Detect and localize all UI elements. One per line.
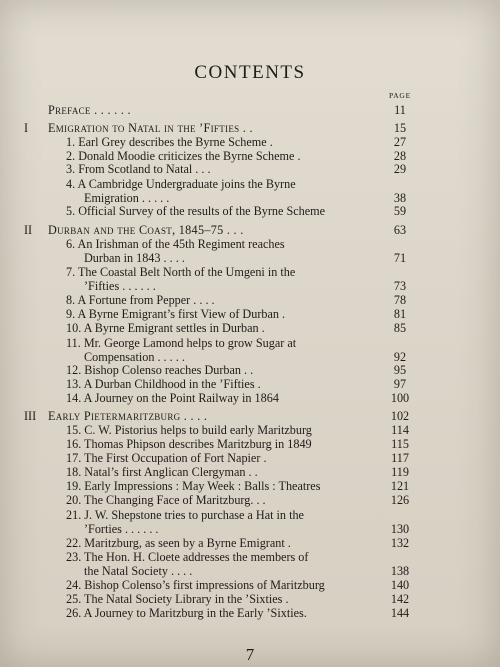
toc-page-number: 78: [393, 293, 407, 307]
toc-page-number: 130: [390, 522, 410, 536]
toc-entry-title: Emigration . . . . .: [84, 191, 170, 205]
page-title: CONTENTS: [194, 62, 306, 83]
toc-entry-title: Durban in 1843 . . . .: [84, 251, 185, 265]
toc-page-number: 59: [393, 204, 407, 218]
toc-entry-title: 23. The Hon. H. Cloete addresses the members of: [66, 550, 309, 564]
toc-page-number: 114: [391, 423, 409, 437]
toc-entry-title: 21. J. W. Shepstone tries to purchase a Hat in the: [66, 508, 304, 522]
toc-entry-title: 26. A Journey to Maritzburg in the Early ’Sixties.: [66, 606, 307, 620]
toc-page-number: 28: [393, 149, 407, 163]
toc-entry-title: 19. Early Impressions : May Week : Balls : Theatres: [66, 479, 321, 493]
toc-page-number: 138: [390, 564, 410, 578]
toc-entry-title: 25. The Natal Society Library in the ’Sixties .: [66, 592, 289, 606]
toc-entry-title: 7. The Coastal Belt North of the Umgeni in the: [66, 265, 296, 279]
toc-page-number: 97: [393, 377, 407, 391]
toc-page-number: 81: [393, 307, 407, 321]
toc-page-number: 142: [390, 592, 410, 606]
toc-page-number: 117: [391, 451, 409, 465]
toc-entry-title: 12. Bishop Colenso reaches Durban . .: [66, 363, 254, 377]
toc-entry-title: 1. Earl Grey describes the Byrne Scheme .: [66, 135, 273, 149]
toc-entry-title: 15. C. W. Pistorius helps to build early Maritzburg: [66, 423, 312, 437]
toc-page-number: 121: [390, 479, 410, 493]
toc-entry-title: ’Fifties . . . . . .: [84, 279, 156, 293]
toc-entry-title: 24. Bishop Colenso’s first impressions of Maritzburg: [66, 578, 325, 592]
toc-entry-title: 16. Thomas Phipson describes Maritzburg in 1849: [66, 437, 312, 451]
toc-page-number: 100: [390, 391, 410, 405]
toc-page-number: 63: [393, 223, 407, 237]
toc-page-number: 71: [393, 251, 407, 265]
toc-entry-title: 22. Maritzburg, as seen by a Byrne Emigrant .: [66, 536, 291, 550]
toc-preface-title: Preface . . . . . .: [48, 103, 131, 117]
toc-page-number: 102: [390, 409, 410, 423]
toc-part-number: II: [24, 223, 33, 237]
toc-entry-title: 18. Natal’s first Anglican Clergyman . .: [66, 465, 258, 479]
toc-entry-title: 14. A Journey on the Point Railway in 1864: [66, 391, 279, 405]
toc-entry-title: 13. A Durban Childhood in the ’Fifties .: [66, 377, 261, 391]
toc-entry-title: 9. A Byrne Emigrant’s first View of Durban .: [66, 307, 286, 321]
toc-entry-title: 5. Official Survey of the results of the Byrne Scheme: [66, 204, 326, 218]
toc-part-title: Emigration to Natal in the ’Fifties . .: [48, 121, 253, 135]
toc-entry-title: 4. A Cambridge Undergraduate joins the Byrne: [66, 177, 296, 191]
toc-entry-title: 6. An Irishman of the 45th Regiment reaches: [66, 237, 285, 251]
toc-entry-title: 17. The First Occupation of Fort Napier .: [66, 451, 267, 465]
toc-page-number: 85: [393, 321, 407, 335]
toc-page-number: 126: [390, 493, 410, 507]
toc-page-number: 119: [391, 465, 409, 479]
toc-entry-title: 10. A Byrne Emigrant settles in Durban .: [66, 321, 265, 335]
toc-page-number: 95: [393, 363, 407, 377]
toc-part-number: III: [24, 409, 37, 423]
toc-page-number: 132: [390, 536, 410, 550]
toc-entry-title: 11. Mr. George Lamond helps to grow Sugar at: [66, 336, 297, 350]
toc-page-number: 144: [390, 606, 410, 620]
page-column-heading: PAGE: [388, 91, 412, 100]
toc-page-number: 140: [390, 578, 410, 592]
toc-page-number: 15: [393, 121, 407, 135]
toc-part-title: Early Pietermaritzburg . . . .: [48, 409, 208, 423]
toc-entry-title: Compensation . . . . .: [84, 350, 185, 364]
toc-entry-title: ’Forties . . . . . .: [84, 522, 159, 536]
toc-entry-title: 8. A Fortune from Pepper . . . .: [66, 293, 215, 307]
toc-page-number: 92: [393, 350, 407, 364]
page-number: 7: [245, 645, 255, 664]
toc-part-title: Durban and the Coast, 1845–75 . . .: [48, 223, 244, 237]
toc-entry-title: 3. From Scotland to Natal . . .: [66, 162, 211, 176]
toc-page-number: 27: [393, 135, 407, 149]
toc-page-number: 29: [393, 162, 407, 176]
toc-page-number: 73: [393, 279, 407, 293]
toc-entry-title: 2. Donald Moodie criticizes the Byrne Scheme .: [66, 149, 301, 163]
toc-page-number: 11: [394, 103, 406, 117]
toc-part-number: I: [24, 121, 29, 135]
toc-entry-title: the Natal Society . . . .: [84, 564, 193, 578]
toc-page-number: 38: [393, 191, 407, 205]
toc-entry-title: 20. The Changing Face of Maritzburg. . .: [66, 493, 266, 507]
toc-page-number: 115: [391, 437, 409, 451]
